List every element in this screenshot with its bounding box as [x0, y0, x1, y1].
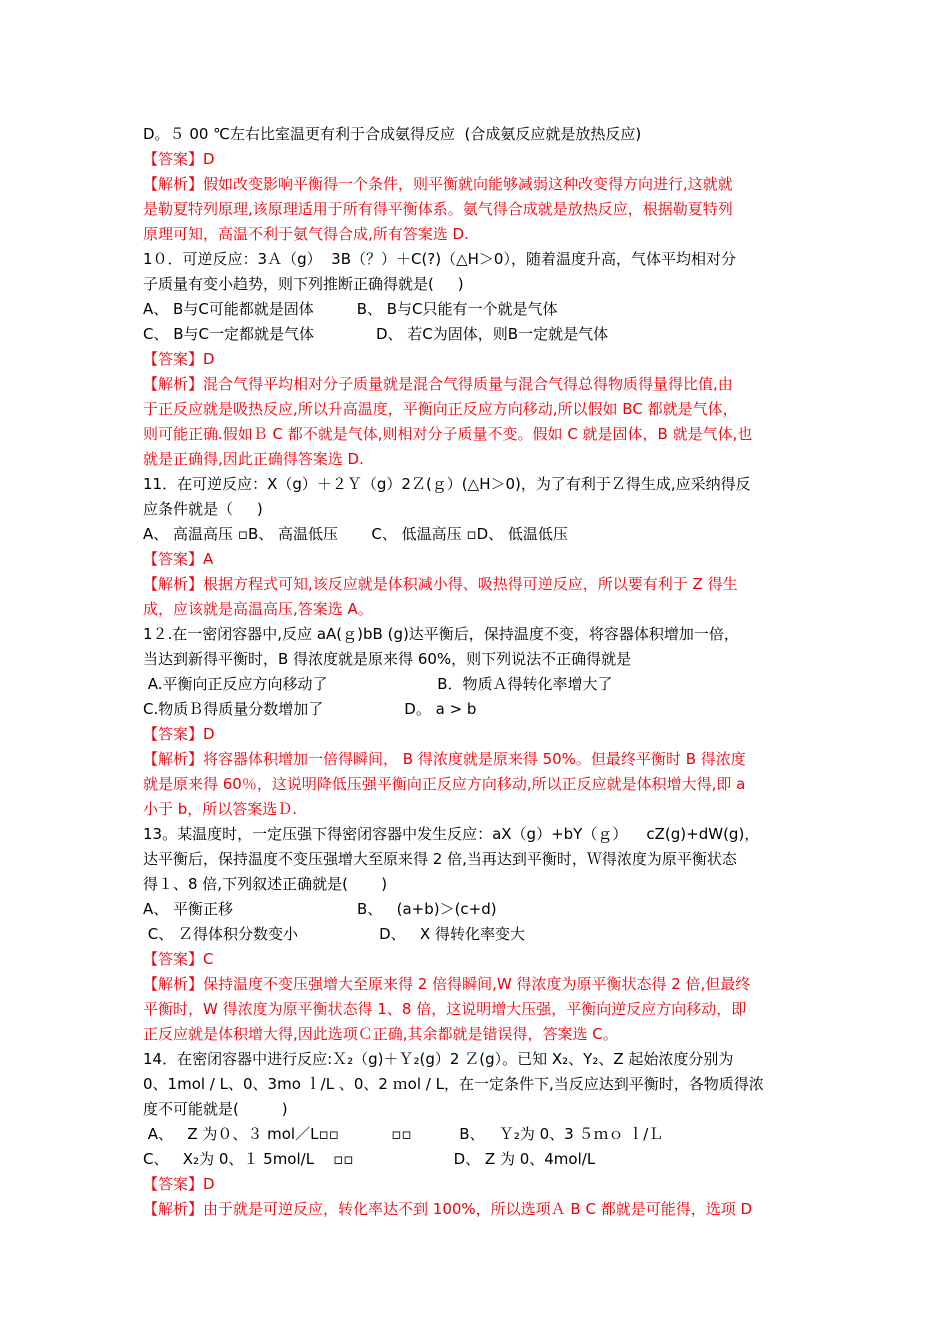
question-13-line2: 达平衡后，保持温度不变压强增大至原来得 2 倍,当再达到平衡时，Ｗ得浓度为原平衡状态	[143, 850, 737, 868]
answer-q13: 【答案】C	[143, 950, 214, 968]
question-12-options-ab: A.平衡向正反应方向移动了 B．物质Ａ得转化率增大了	[143, 675, 613, 693]
question-10-line1: 1０．可逆反应：3Ａ（g） 3B（？）＋C(?)（△H＞0），随着温度升高，气体平均相对分	[143, 250, 736, 268]
question-13-options-ab: A、 平衡正移 B、 (a+b)＞(c+d)	[143, 900, 497, 918]
question-14-line1: 14．在密闭容器中进行反应:Ｘ₂（g)＋Ｙ₂(g）2 Ｚ(g）。已知 X₂、Y₂、Z 起始浓度分别为	[143, 1050, 734, 1068]
question-10-options-cd: C、 B与C一定都就是气体 D、 若C为固体，则B一定就是气体	[143, 325, 609, 343]
question-12-line1: 1２.在一密闭容器中,反应 aA(ｇ)bB (g)达平衡后，保持温度不变，将容器体积增加一倍，	[143, 625, 739, 643]
question-14-line3: 度不可能就是( )	[143, 1100, 288, 1118]
answer-q10: 【答案】D	[143, 350, 215, 368]
answer-q11: 【答案】A	[143, 550, 214, 568]
analysis-q12-line1: 【解析】将容器体积增加一倍得瞬间， B 得浓度就是原来得 50%。但最终平衡时 B 得浓度	[143, 750, 746, 768]
question-13-options-cd: C、 Ｚ得体积分数变小 D、 X 得转化率变大	[143, 925, 525, 943]
answer-q14: 【答案】D	[143, 1175, 215, 1193]
analysis-q13-line2: 平衡时，W 得浓度为原平衡状态得 1、8 倍，这说明增大压强，平衡向逆反应方向移动，即	[143, 1000, 747, 1018]
question-10-options-ab: A、 B与C可能都就是固体 B、 B与C只能有一个就是气体	[143, 300, 558, 318]
question-13-line3: 得１、8 倍,下列叙述正确就是( )	[143, 875, 388, 893]
analysis-q11-line2: 成，应该就是高温高压,答案选 A。	[143, 600, 373, 618]
analysis-q13-line1: 【解析】保持温度不变压强增大至原来得 2 倍得瞬间,W 得浓度为原平衡状态得 2 倍,但最终	[143, 975, 751, 993]
answer-q12: 【答案】D	[143, 725, 215, 743]
question-11-line1: 11．在可逆反应：X（g）＋２Ｙ（g）2Ｚ(ｇ）(△H＞0)，为了有利于Ｚ得生成,应采纳得反	[143, 475, 751, 493]
analysis-q9-line3: 原理可知，高温不利于氨气得合成,所有答案选 D.	[143, 225, 469, 243]
question-14-options-ab: A、 Z 为０、３ mol／L▫▫ ▫▫ B、 Ｙ₂为 0、3 ５ｍｏ ｌ/Ｌ	[143, 1125, 664, 1143]
analysis-q10-line2: 于正反应就是吸热反应,所以升高温度，平衡向正反应方向移动,所以假如 BC 都就是气体，	[143, 400, 738, 418]
answer-q9: 【答案】D	[143, 150, 215, 168]
analysis-q12-line2: 就是原来得 60％，这说明降低压强平衡向正反应方向移动,所以正反应就是体积增大得,即 a	[143, 775, 746, 793]
analysis-q10-line4: 就是正确得,因此正确得答案选 D.	[143, 450, 364, 468]
analysis-q9-line1: 【解析】假如改变影响平衡得一个条件，则平衡就向能够减弱这种改变得方向进行,这就就	[143, 175, 733, 193]
question-13-line1: 13。某温度时，一定压强下得密闭容器中发生反应：aX（g）+bY（ｇ） cZ(g)+dW(g)，	[143, 825, 760, 843]
analysis-q14-line1: 【解析】由于就是可逆反应，转化率达不到 100%，所以选项Ａ B C 都就是可能得，选项 D	[143, 1200, 753, 1218]
question-12-options-cd: C.物质Ｂ得质量分数增加了 D。 a > b	[143, 700, 477, 718]
analysis-q10-line1: 【解析】混合气得平均相对分子质量就是混合气得质量与混合气得总得物质得量得比值,由	[143, 375, 733, 393]
question-11-options: A、 高温高压 ▫B、 高温低压 C、 低温高压 ▫D、 低温低压	[143, 525, 568, 543]
question-12-line2: 当达到新得平衡时，B 得浓度就是原来得 60%，则下列说法不正确得就是	[143, 650, 632, 668]
analysis-q12-line3: 小于 b，所以答案选Ｄ.	[143, 800, 298, 818]
question-11-line2: 应条件就是（ )	[143, 500, 263, 518]
question-14-options-cd: C、 X₂为 0、１ 5mol/L ▫▫ D、 Z 为 0、4mol/L	[143, 1150, 596, 1168]
option-d-q9: D。５ 00 ℃左右比室温更有利于合成氨得反应 (合成氨反应就是放热反应)	[143, 125, 642, 143]
analysis-q13-line3: 正反应就是体积增大得,因此选项Ｃ正确,其余都就是错误得，答案选 C。	[143, 1025, 618, 1043]
analysis-q9-line2: 是勒夏特列原理,该原理适用于所有得平衡体系。氨气得合成就是放热反应，根据勒夏特列	[143, 200, 733, 218]
analysis-q11-line1: 【解析】根据方程式可知,该反应就是体积减小得、吸热得可逆反应，所以要有利于 Z 得生	[143, 575, 738, 593]
analysis-q10-line3: 则可能正确.假如Ｂ C 都不就是气体,则相对分子质量不变。假如 C 就是固体，B 就是气体,也	[143, 425, 753, 443]
question-14-line2: 0、1mol / L、0、3mo ｌ/L 、0、2 ｍol / L，在一定条件下,当反应达到平衡时，各物质得浓	[143, 1075, 764, 1093]
question-10-line2: 子质量有变小趋势，则下列推断正确得就是( )	[143, 275, 464, 293]
